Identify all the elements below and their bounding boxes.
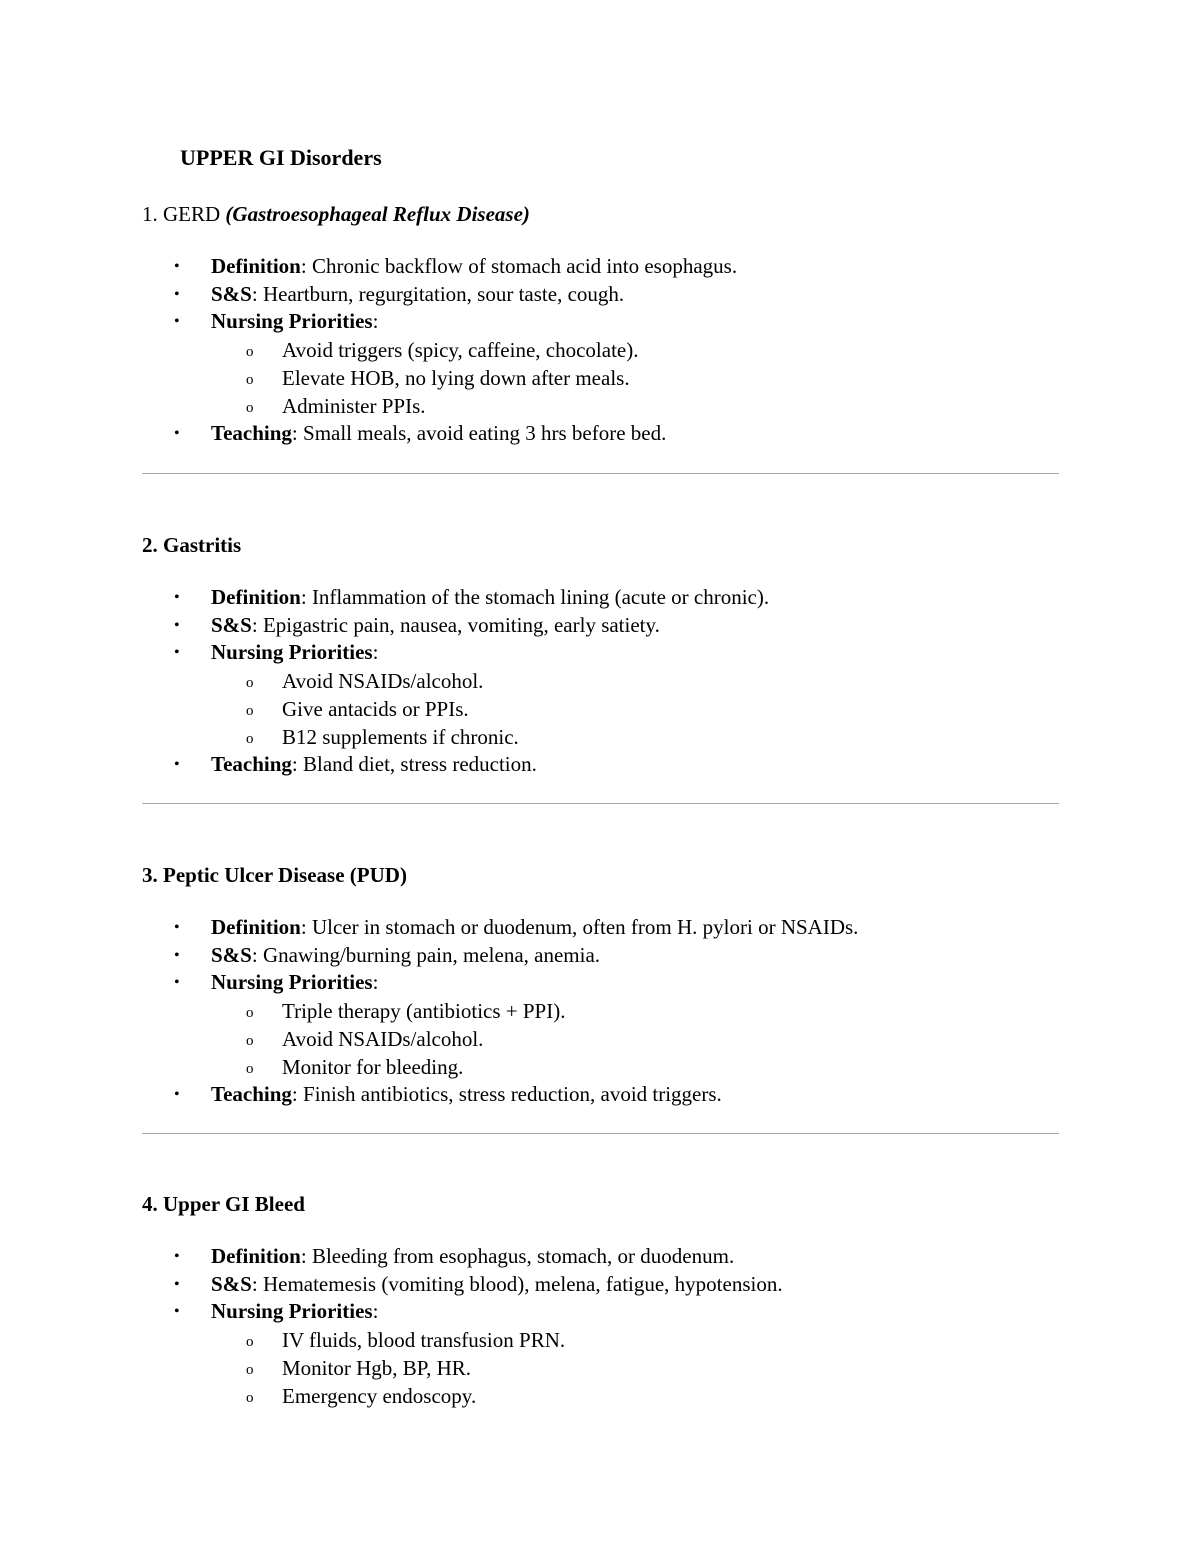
label-priorities: Nursing Priorities <box>211 640 373 665</box>
section-divider <box>142 473 1059 474</box>
section-name: Upper GI Bleed <box>163 1192 305 1216</box>
bullet-icon: • <box>174 644 180 662</box>
section-list <box>142 914 1060 1108</box>
label-ss: S&S <box>211 281 252 306</box>
section-divider <box>142 803 1059 804</box>
list-item-ss <box>142 1271 1060 1299</box>
label-definition: Definition <box>211 915 301 939</box>
circle-bullet-icon: o <box>246 1004 254 1021</box>
definition-text: Inflammation of the stomach lining (acute or chronic). <box>311 585 770 609</box>
list-item-ss <box>142 281 1060 309</box>
circle-bullet-icon: o <box>246 702 254 719</box>
bullet-icon: • <box>174 1248 180 1265</box>
ss-text: Heartburn, regurgitation, sour taste, cough. <box>262 281 625 306</box>
list-item-priorities <box>142 308 1060 420</box>
priority-text: Monitor for bleeding. <box>282 1054 464 1079</box>
colon: : <box>251 942 258 967</box>
colon: : <box>291 1081 298 1106</box>
circle-bullet-icon: o <box>246 1032 254 1049</box>
section-number: 2. <box>142 533 158 557</box>
priority-item <box>142 1382 1060 1410</box>
bullet-icon: • <box>174 616 180 634</box>
label-priorities: Nursing Priorities <box>211 970 373 995</box>
priority-item <box>142 695 1060 723</box>
definition-text: Chronic backflow of stomach acid into esophagus. <box>311 254 738 278</box>
list-item-definition <box>142 914 1060 942</box>
section-heading <box>142 532 1060 558</box>
priority-text: IV fluids, blood transfusion PRN. <box>282 1327 566 1352</box>
label-teaching: Teaching <box>211 751 292 776</box>
definition-text: Ulcer in stomach or duodenum, often from H. pylori or NSAIDs. <box>311 915 859 939</box>
section-pud <box>142 862 1060 1108</box>
priorities-list <box>211 336 1060 420</box>
priority-text: Monitor Hgb, BP, HR. <box>282 1355 472 1380</box>
priorities-list <box>211 1326 1060 1410</box>
priority-text: Avoid triggers (spicy, caffeine, chocolate). <box>282 337 639 362</box>
section-number: 1. <box>142 202 158 226</box>
circle-bullet-icon: o <box>246 1060 254 1077</box>
colon: : <box>251 612 258 637</box>
list-item-ss <box>142 942 1060 970</box>
section-name: Peptic Ulcer Disease (PUD) <box>163 863 407 887</box>
priority-item <box>142 667 1060 695</box>
section-number: 4. <box>142 1192 158 1216</box>
label-priorities: Nursing Priorities <box>211 1299 373 1324</box>
bullet-icon: • <box>174 424 180 442</box>
priority-item <box>142 723 1060 751</box>
circle-bullet-icon: o <box>246 1389 254 1406</box>
priority-text: Avoid NSAIDs/alcohol. <box>282 668 484 693</box>
section-name: GERD <box>163 202 221 226</box>
priority-item <box>142 364 1060 392</box>
label-definition: Definition <box>211 585 301 609</box>
priority-text: Give antacids or PPIs. <box>282 696 469 721</box>
label-teaching: Teaching <box>211 1081 292 1106</box>
bullet-icon: • <box>174 589 180 606</box>
document-title: UPPER GI Disorders <box>180 145 382 170</box>
bullet-icon: • <box>174 313 180 331</box>
circle-bullet-icon: o <box>246 371 254 388</box>
list-item-ss <box>142 612 1060 640</box>
section-gerd <box>142 201 1060 447</box>
section-list <box>142 253 1060 447</box>
bullet-icon: • <box>174 285 180 303</box>
section-heading <box>142 201 1060 227</box>
list-item-teaching <box>142 420 1060 448</box>
colon: : <box>372 640 379 665</box>
section-number: 3. <box>142 863 158 887</box>
priority-item <box>142 1354 1060 1382</box>
priority-item <box>142 1326 1060 1354</box>
section-divider <box>142 1133 1059 1134</box>
priority-item <box>142 1025 1060 1053</box>
priorities-list <box>211 997 1060 1081</box>
label-definition: Definition <box>211 1244 301 1268</box>
colon: : <box>300 585 307 609</box>
colon: : <box>291 751 298 776</box>
section-heading <box>142 1191 1060 1217</box>
list-item-teaching <box>142 751 1060 779</box>
section-list <box>142 584 1060 778</box>
priority-item <box>142 392 1060 420</box>
list-item-priorities <box>142 1298 1060 1410</box>
priorities-list <box>211 667 1060 751</box>
teaching-text: Finish antibiotics, stress reduction, avoid triggers. <box>303 1081 722 1106</box>
section-subtitle: (Gastroesophageal Reflux Disease) <box>225 202 530 226</box>
priority-text: Triple therapy (antibiotics + PPI). <box>282 998 566 1023</box>
bullet-icon: • <box>174 974 180 992</box>
definition-text: Bleeding from esophagus, stomach, or duodenum. <box>311 1244 735 1268</box>
priority-text: Elevate HOB, no lying down after meals. <box>282 365 630 390</box>
circle-bullet-icon: o <box>246 1361 254 1378</box>
ss-text: Hematemesis (vomiting blood), melena, fatigue, hypotension. <box>262 1271 783 1296</box>
label-ss: S&S <box>211 612 252 637</box>
list-item-priorities <box>142 639 1060 751</box>
circle-bullet-icon: o <box>246 674 254 691</box>
circle-bullet-icon: o <box>246 343 254 360</box>
bullet-icon: • <box>174 1275 180 1293</box>
circle-bullet-icon: o <box>246 730 254 747</box>
bullet-icon: • <box>174 1085 180 1103</box>
teaching-text: Bland diet, stress reduction. <box>303 751 537 776</box>
bullet-icon: • <box>174 946 180 964</box>
label-priorities: Nursing Priorities <box>211 309 373 334</box>
bullet-icon: • <box>174 1303 180 1321</box>
label-teaching: Teaching <box>211 420 292 445</box>
colon: : <box>300 1244 307 1268</box>
circle-bullet-icon: o <box>246 1333 254 1350</box>
list-item-definition <box>142 584 1060 612</box>
colon: : <box>372 970 379 995</box>
label-ss: S&S <box>211 942 252 967</box>
label-ss: S&S <box>211 1271 252 1296</box>
colon: : <box>372 1299 379 1324</box>
section-list <box>142 1243 1060 1410</box>
bullet-icon: • <box>174 755 180 773</box>
priority-text: B12 supplements if chronic. <box>282 724 519 749</box>
list-item-definition <box>142 253 1060 281</box>
priority-item <box>142 336 1060 364</box>
priority-text: Avoid NSAIDs/alcohol. <box>282 1026 484 1051</box>
list-item-definition <box>142 1243 1060 1271</box>
label-definition: Definition <box>211 254 301 278</box>
colon: : <box>291 420 298 445</box>
priority-item <box>142 997 1060 1025</box>
bullet-icon: • <box>174 258 180 275</box>
teaching-text: Small meals, avoid eating 3 hrs before bed. <box>303 420 667 445</box>
colon: : <box>251 1271 258 1296</box>
colon: : <box>300 254 307 278</box>
list-item-priorities <box>142 969 1060 1081</box>
colon: : <box>251 281 258 306</box>
list-item-teaching <box>142 1081 1060 1109</box>
priority-item <box>142 1053 1060 1081</box>
colon: : <box>300 915 307 939</box>
section-upper-gi-bleed <box>142 1191 1060 1410</box>
priority-text: Emergency endoscopy. <box>282 1383 477 1408</box>
colon: : <box>372 309 379 334</box>
ss-text: Epigastric pain, nausea, vomiting, early satiety. <box>262 612 660 637</box>
section-name: Gastritis <box>163 533 242 557</box>
section-heading <box>142 862 1060 888</box>
circle-bullet-icon: o <box>246 399 254 416</box>
bullet-icon: • <box>174 919 180 936</box>
section-gastritis <box>142 532 1060 778</box>
priority-text: Administer PPIs. <box>282 393 426 418</box>
ss-text: Gnawing/burning pain, melena, anemia. <box>262 942 601 967</box>
